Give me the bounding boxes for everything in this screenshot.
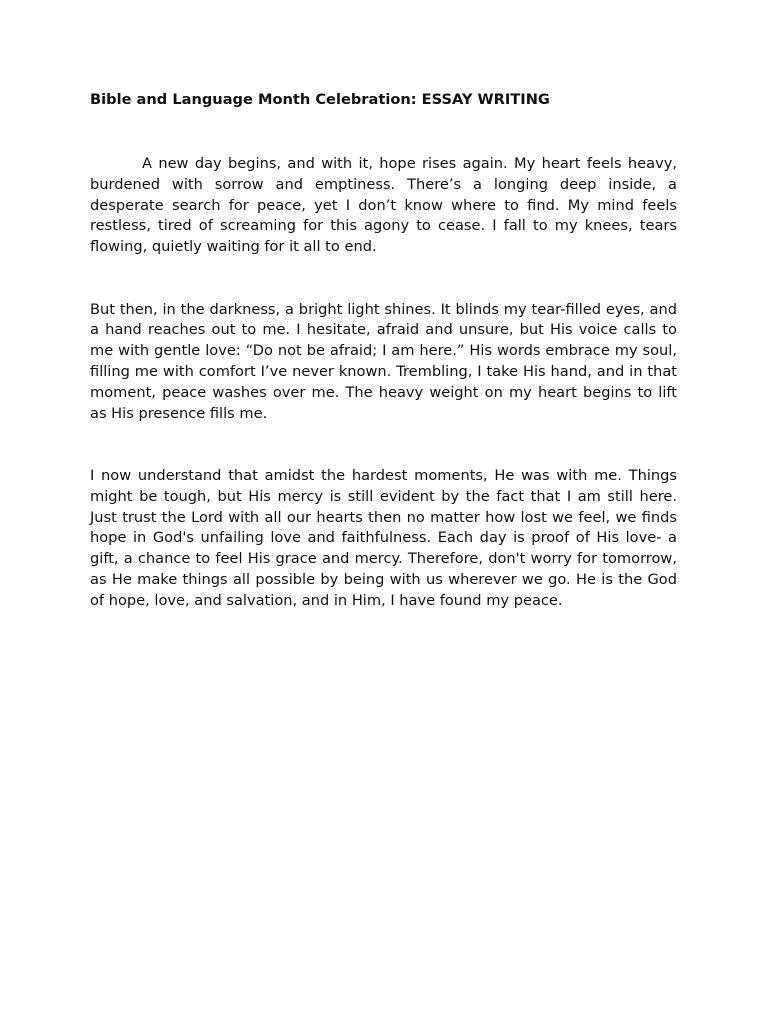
essay-paragraph-3: I now understand that amidst the hardest moments, He was with me. Things might be tough, but His mercy is still evident by the fact that I am still here. Just trust the Lord with all our hearts then no matter how lost we feel, we finds hope in God's unfailing love and faithfulness. Each day is proof of His love- a gift, a chance to feel His grace and mercy. Therefore, don't worry for tomorrow, as He make things all possible by being with us wherever we go. He is the God of hope, love, and salvation, and in Him, I have found my peace. xyxy=(90,466,677,609)
essay-paragraph-1: A new day begins, and with it, hope rises again. My heart feels heavy, burdened with sorrow and emptiness. There’s a longing deep inside, a desperate search for peace, yet I don’t know where to find. My mind feels restless, tired of screaming for this agony to cease. I fall to my knees, tears flowing, quietly waiting for it all to end. xyxy=(90,155,677,256)
essay-paragraph-2: But then, in the darkness, a bright light shines. It blinds my tear-filled eyes, and a hand reaches out to me. I hesitate, afraid and unsure, but His voice calls to me with gentle love: “Do not be afraid; I am here.” His words embrace my soul, filling me with comfort I’ve never known. Trembling, I take His hand, and in that moment, peace washes over me. The heavy weight on my heart begins to lift as His presence fills me. xyxy=(90,300,677,422)
document-body xyxy=(90,88,677,612)
essay-title: Bible and Language Month Celebration: ESSAY WRITING xyxy=(90,91,550,108)
